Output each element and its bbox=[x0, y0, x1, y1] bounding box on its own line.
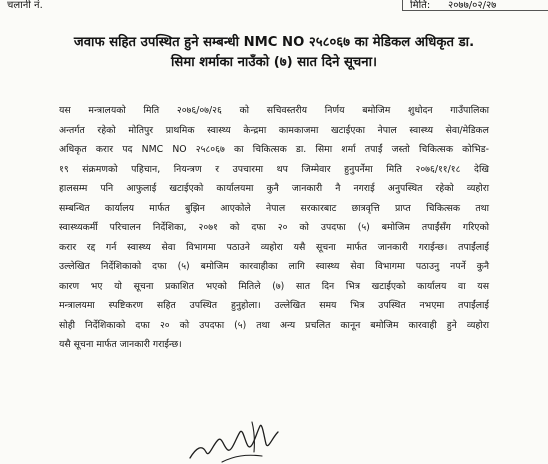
body-line: करार रद्द गर्न स्वास्थ्य सेवा विभागमा पठाउने व्यहोरा यसै सूचना मार्फत जानकारी गराईन्छ। तपाईंलाई bbox=[59, 241, 489, 253]
reference-number-label: चलानी नं. bbox=[7, 0, 43, 11]
notice-title bbox=[20, 33, 528, 73]
notice-title-line: जवाफ सहित उपस्थित हुने सम्बन्धी NMC NO २५८०६७ का मेडिकल अधिकृत डा. bbox=[73, 35, 475, 50]
body-line: यस मन्त्रालयको मिति २०७६/०७/२६ को सचिवस्तरीय निर्णय बमोजिम शुधोदन गाउँपालिका bbox=[59, 105, 489, 116]
date-label: मिति: bbox=[410, 0, 431, 11]
date-value: २०७७/०२/२७ bbox=[448, 0, 497, 11]
body-line: मन्त्रालयमा स्पष्टिकरण सहित उपस्थित हुनुहोला। उल्लेखित समय भित्र उपस्थित नभएमा तपाईंलाई bbox=[59, 300, 489, 311]
body-line: सम्बन्धित कार्यालय मार्फत बुझिन आएकोले नेपाल सरकारबाट छात्रवृत्ति प्राप्त चिकित्सक तथा bbox=[59, 202, 489, 214]
body-line: १९ संक्रमणको पहिचान, नियन्त्रण र उपचारमा थप जिम्मेवार हुनुपर्नेमा मिति २०७६/११/१८ देखि bbox=[59, 163, 489, 175]
letter-header bbox=[0, 0, 548, 14]
body-line: यसै सूचना मार्फत जानकारी गराईन्छ। bbox=[59, 339, 182, 350]
body-line: सोही निर्देशिकाको दफा २० को उपदफा (५) तथा अन्य प्रचलित कानून बमोजिम कारवाही हुने व्यहोरा bbox=[59, 319, 489, 331]
body-line: अधिकृत करार पद NMC NO २५८०६७ का चिकित्सक डा. सिमा शर्मा तपाईं जस्तो चिकित्सक कोभिड- bbox=[59, 144, 489, 155]
body-line: अन्तर्गत रहेको मोतिपुर प्राथमिक स्वास्थ्य केन्द्रमा कामकाजमा खटाईएका नेपाल स्वास्थ्य सेवा/मेडिकल bbox=[59, 124, 489, 136]
notice-body bbox=[59, 101, 489, 355]
body-line: उल्लेखित निर्देशिकाको दफा (५) बमोजिम कारवाहीका लागि स्वास्थ्य सेवा विभागमा पठाउनु नपर्ने कुनै bbox=[59, 261, 489, 272]
notice-title-line: सिमा शर्माका नाउँको (७) सात दिने सूचना। bbox=[170, 55, 377, 70]
body-line: कारण भए यो सूचना प्रकाशित भएको मितिले (७) सात दिन भित्र खटाईएको कार्यालय वा यस bbox=[59, 280, 489, 292]
signature-image bbox=[182, 418, 292, 464]
body-line: हालसम्म पनि आफुलाई खटाईएको कार्यालयमा कुनै जानकारी नै नगराई अनुपस्थित रहेको व्यहोरा bbox=[59, 183, 489, 194]
body-line: स्वास्थ्यकर्मी परिचालन निर्देशिका, २०७१ को दफा २० को उपदफा (५) बमोजिम तपाईंसँग गरिएको bbox=[59, 222, 489, 233]
